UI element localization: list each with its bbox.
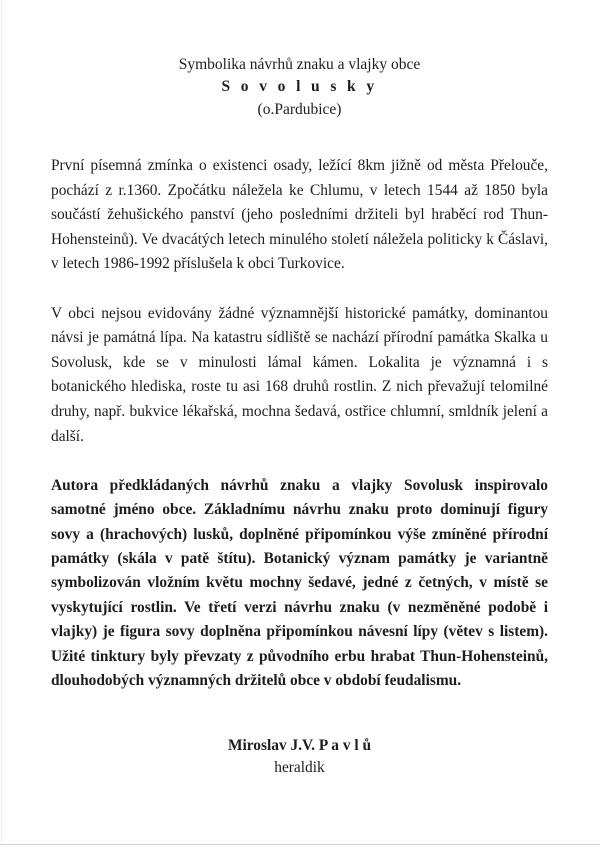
body-paragraph-nature: V obci nejsou evidovány žádné významnější historické památky, dominantou návsi je památná lípa. Na katastru sídliště se nachází přírodní památka Skalka u Sovolusk, kde se v minulosti lámal kámen. Lokalita je významná i s botanického hlediska, roste tu asi 168 druhů rostlin. Z nich převažují telomilné druhy, např. bukvice lékařská, mochna šedavá, ostřice chlumní, smldník jelení a další.	[51, 304, 548, 445]
signature-name: Miroslav J.V. P a v l ů	[227, 737, 372, 755]
municipality-name: S o v o l u s k y	[221, 78, 378, 95]
document-content	[51, 0, 548, 778]
body-paragraph-symbolism: Autora předkládaných návrhů znaku a vlajky Sovolusk inspirovalo samotné jméno obce. Základnímu návrhu znaku proto dominují figury sovy a (hrachových) lusků, doplněné připomínkou výše zmíněné přírodní památky (skála v patě štítu). Botanický význam památky je variantně symbolizován vložním květu mochny šedavé, jedné z četných, v místě se vyskytující rostlin. Ve třetí verzi návrhu znaku (v nezměněné podobě i vlajky) je figura sovy doplněna připomínkou návesní lípy (větev s listem). Užité tinktury byly převzaty z původního erbu hrabat Thun-Hohensteinů, dlouhodobých významných držitelů obce v období feudalismu.	[51, 476, 548, 689]
page-title: Symbolika návrhů znaku a vlajky obce	[178, 56, 421, 73]
signature-role: heraldik	[274, 759, 325, 777]
district-name: (o.Pardubice)	[257, 101, 342, 118]
scan-edge-bottom	[0, 844, 600, 845]
body-paragraph-history: První písemná zmínka o existenci osady, ležící 8km jižně od města Přelouče, pochází z r.1360. Zpočátku náležela ke Chlumu, v letech 1544 až 1850 byla součástí žehušického panství (jeho posledními držiteli byl hraběcí rod Thun-Hohensteinů). Ve dvacátých letech minulého století náležela politicky k Čáslavi, v letech 1986-1992 příslušela k obci Turkovice.	[51, 157, 548, 273]
signature-block	[51, 736, 548, 778]
scan-edge-left	[1, 0, 2, 845]
